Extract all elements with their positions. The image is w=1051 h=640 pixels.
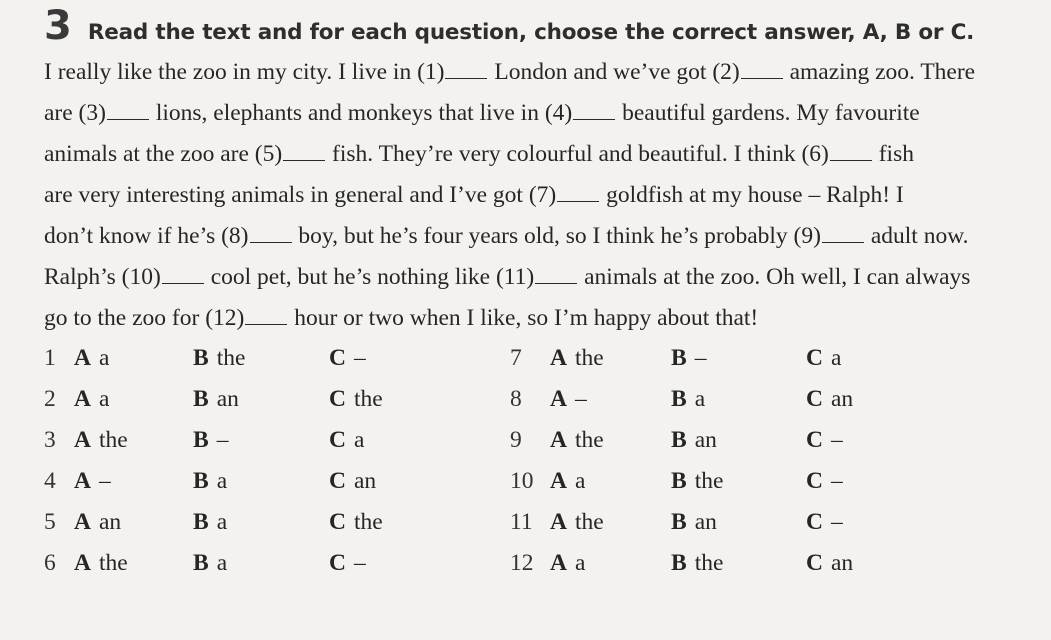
passage-line [44,257,1034,298]
option-letter: B [193,550,209,576]
passage-text: beautiful gardens. My favourite [616,100,920,126]
answer-option[interactable] [329,420,364,461]
answer-blank [250,224,292,243]
options-row [0,502,1051,543]
option-letter: B [671,427,687,453]
option-letter: B [193,386,209,412]
option-letter: C [329,468,346,494]
option-text: an [830,386,854,412]
option-text: a [216,550,228,576]
answer-option[interactable] [329,338,366,379]
option-letter: C [806,427,823,453]
option-text: the [98,427,128,453]
options-row [0,379,1051,420]
option-text: an [694,427,717,453]
option-letter: B [671,345,687,371]
option-text: an [830,550,854,576]
option-text: a [694,386,706,412]
answer-option[interactable] [329,543,366,584]
option-text: an [98,509,122,535]
option-text: an [353,468,377,494]
option-letter: C [329,550,346,576]
option-letter: A [74,509,91,535]
option-letter: A [550,468,567,494]
option-letter: B [671,386,687,412]
passage-text: London and we’ve got (2) [488,59,740,85]
option-text: a [216,509,228,535]
passage-text: I really like the zoo in my city. I live in (1) [44,59,445,85]
answer-option[interactable] [74,420,128,461]
option-text: a [574,550,586,576]
question-number: 3 [44,427,56,453]
passage-text: Ralph’s (10) [44,264,161,290]
answer-option[interactable] [329,461,376,502]
question-number: 12 [510,550,534,576]
answer-blank [557,183,599,202]
answer-option[interactable] [671,420,717,461]
answer-option[interactable] [193,461,227,502]
option-letter: B [193,468,209,494]
option-letter: A [74,386,91,412]
option-text: an [694,509,717,535]
passage-text: fish [872,141,914,167]
answer-option[interactable] [671,543,723,584]
answer-option[interactable] [671,379,705,420]
option-letter: B [193,345,209,371]
answer-option[interactable] [193,502,227,543]
option-letter: A [550,386,567,412]
answer-option[interactable] [550,338,604,379]
option-letter: B [671,550,687,576]
passage-text: hour or two when I like, so I’m happy about that! [288,305,759,331]
option-text: the [353,509,383,535]
answer-option[interactable] [74,379,109,420]
exercise-heading [44,3,975,49]
option-letter: A [550,509,567,535]
option-text: – [98,468,111,494]
option-letter: C [806,468,823,494]
passage-text: amazing zoo. There [783,59,976,85]
answer-option[interactable] [550,502,604,543]
option-text: the [574,427,604,453]
answer-option[interactable] [806,338,841,379]
question-number: 7 [510,345,522,371]
option-letter: A [74,468,91,494]
option-letter: A [550,427,567,453]
option-text: the [353,386,383,412]
question-number: 11 [510,509,533,535]
question-number: 9 [510,427,522,453]
answer-blank [162,265,204,284]
option-letter: B [671,468,687,494]
option-text: – [574,386,587,412]
option-letter: C [329,345,346,371]
passage-line [44,134,1034,175]
option-letter: C [329,427,346,453]
answer-option[interactable] [74,461,111,502]
passage-text: go to the zoo for (12) [44,305,245,331]
question-number: 1 [44,345,56,371]
answer-option[interactable] [193,379,239,420]
passage-text: animals at the zoo. Oh well, I can always [578,264,971,290]
option-letter: A [550,345,567,371]
option-text: a [98,386,110,412]
passage-text: don’t know if he’s (8) [44,223,249,249]
answer-option[interactable] [550,461,585,502]
answer-option[interactable] [671,502,717,543]
options-row [0,420,1051,461]
question-number: 5 [44,509,56,535]
answer-option[interactable] [193,543,227,584]
option-text: the [694,468,724,494]
option-text: a [830,345,842,371]
answer-blank [573,101,615,120]
answer-blank [445,60,487,79]
option-text: – [353,550,366,576]
option-text: the [574,509,604,535]
answer-blank [245,306,287,325]
answer-option[interactable] [74,338,109,379]
passage-line [44,298,1034,339]
option-text: a [98,345,110,371]
passage-line [44,93,1034,134]
exercise-number: 3 [44,3,72,49]
answer-option[interactable] [806,461,843,502]
option-letter: B [193,509,209,535]
answer-option[interactable] [806,502,843,543]
passage-text: lions, elephants and monkeys that live in (4) [149,100,573,126]
options-row [0,338,1051,379]
answer-blank [822,224,864,243]
answer-blank [283,142,325,161]
option-letter: C [806,550,823,576]
option-letter: C [329,509,346,535]
option-text: a [353,427,365,453]
answer-options [0,338,1051,584]
answer-option[interactable] [550,543,585,584]
options-row [0,461,1051,502]
option-text: the [574,345,604,371]
option-letter: A [74,427,91,453]
question-number: 6 [44,550,56,576]
option-text: – [353,345,366,371]
answer-option[interactable] [806,379,853,420]
answer-blank [107,101,149,120]
passage-line [44,216,1034,257]
answer-option[interactable] [74,543,128,584]
answer-blank [535,265,577,284]
option-text: the [216,345,246,371]
answer-blank [741,60,783,79]
answer-option[interactable] [74,502,121,543]
option-text: the [98,550,128,576]
option-letter: A [74,550,91,576]
answer-option[interactable] [193,420,228,461]
passage-text: fish. They’re very colourful and beautiful. I think (6) [326,141,829,167]
passage-text: adult now. [864,223,969,249]
passage-text: boy, but he’s four years old, so I think he’s probably (9) [292,223,821,249]
answer-option[interactable] [550,379,587,420]
passage-text: are (3) [44,100,106,126]
answer-blank [830,142,872,161]
option-letter: B [193,427,209,453]
option-letter: B [671,509,687,535]
option-text: – [830,427,843,453]
question-number: 10 [510,468,534,494]
answer-option[interactable] [329,379,383,420]
option-letter: A [74,345,91,371]
passage-text: are very interesting animals in general and I’ve got (7) [44,182,557,208]
answer-option[interactable] [806,420,843,461]
option-text: – [216,427,229,453]
option-letter: C [806,345,823,371]
option-text: – [830,468,843,494]
option-text: a [216,468,228,494]
option-text: the [694,550,724,576]
passage-text: cool pet, but he’s nothing like (11) [204,264,535,290]
answer-option[interactable] [806,543,853,584]
answer-option[interactable] [671,338,706,379]
option-text: – [830,509,843,535]
passage-line [44,175,1034,216]
question-number: 4 [44,468,56,494]
option-letter: C [806,509,823,535]
option-letter: A [550,550,567,576]
option-letter: C [806,386,823,412]
answer-option[interactable] [550,420,604,461]
question-number: 8 [510,386,522,412]
answer-option[interactable] [193,338,245,379]
exercise-instruction: Read the text and for each question, choose the correct answer, A, B or C. [87,20,975,45]
passage-text: goldfish at my house – Ralph! I [600,182,904,208]
option-letter: C [329,386,346,412]
answer-option[interactable] [671,461,723,502]
answer-option[interactable] [329,502,383,543]
options-row [0,543,1051,584]
passage-line [44,52,1034,93]
option-text: a [574,468,586,494]
reading-passage [44,52,1034,339]
option-text: – [694,345,707,371]
option-text: an [216,386,239,412]
passage-text: animals at the zoo are (5) [44,141,283,167]
question-number: 2 [44,386,56,412]
